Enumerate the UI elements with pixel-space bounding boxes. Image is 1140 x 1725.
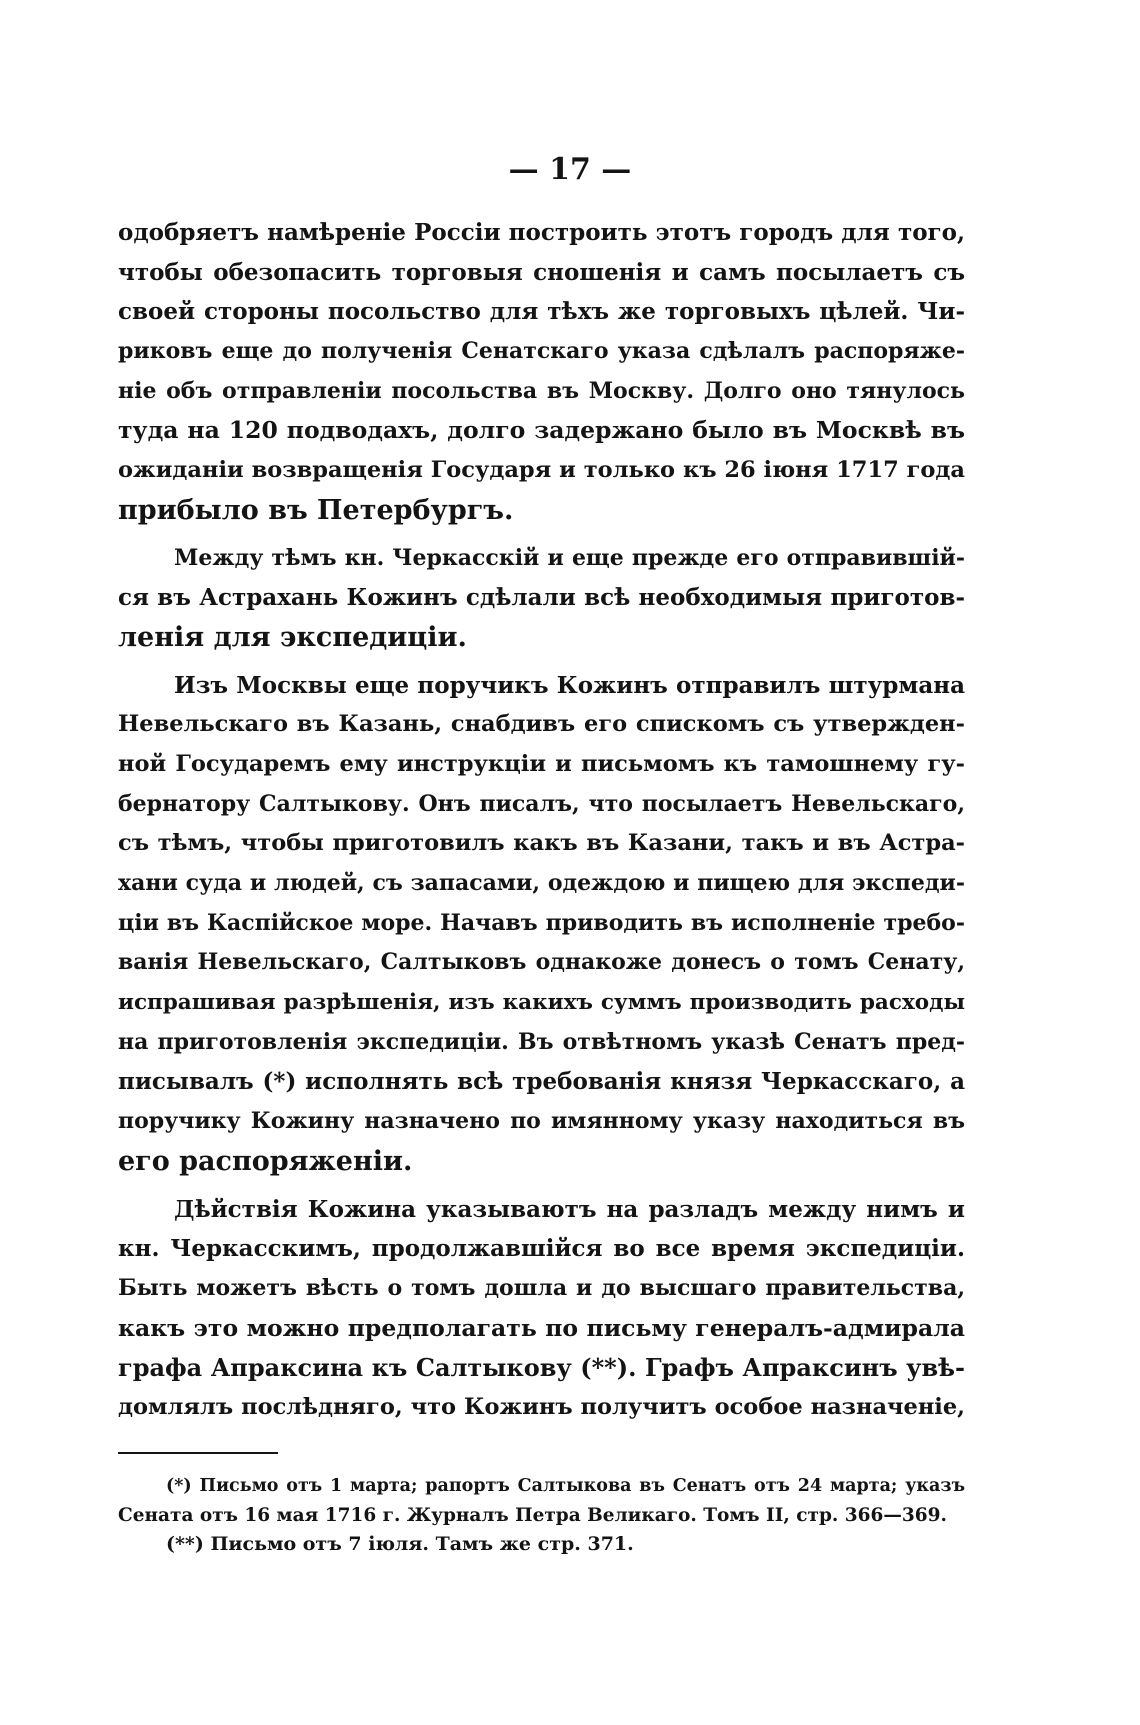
text-line: домлялъ послѣдняго, что Кожинъ получитъ особое назначеніе, xyxy=(118,1393,965,1420)
text-line: ціи въ Каспійское море. Начавъ приводить въ исполненіе требо- xyxy=(118,909,965,936)
footnote-line: (**) Письмо отъ 7 іюля. Тамъ же стр. 371. xyxy=(166,1533,634,1555)
text-line: хани суда и людей, съ запасами, одеждою и пищею для экспеди- xyxy=(118,870,965,896)
text-line: ной Государемъ ему инструкціи и письмомъ къ тамошнему гу- xyxy=(118,750,965,777)
text-line: ленія для экспедиціи. xyxy=(118,621,467,653)
page-number: — 17 — xyxy=(508,152,632,187)
text-line: Между тѣмъ кн. Черкасскій и еще прежде его отправившій- xyxy=(174,544,965,571)
text-line: одобряетъ намѣреніе Россіи построить этотъ городъ для того, xyxy=(118,219,965,246)
text-line: ніе объ отправленіи посольства въ Москву. Долго оно тянулось xyxy=(118,377,965,404)
text-line: Изъ Москвы еще поручикъ Кожинъ отправилъ штурмана xyxy=(174,671,965,699)
paragraph-2 xyxy=(118,539,965,658)
paragraph-4 xyxy=(118,1190,965,1428)
paragraph-3 xyxy=(118,666,965,1182)
text-line: графа Апраксина къ Салтыкову (**). Графъ Апраксинъ увѣ- xyxy=(118,1353,965,1383)
footnote-1 xyxy=(118,1472,965,1530)
text-line: туда на 120 подводахъ, долго задержано было въ Москвѣ въ xyxy=(118,416,965,445)
text-line: его распоряженіи. xyxy=(118,1145,413,1177)
text-line: ся въ Астрахань Кожинъ сдѣлали всѣ необходимыя приготов- xyxy=(118,584,965,612)
footnote-line: Сената отъ 16 мая 1716 г. Журналъ Петра Великаго. Томъ II, стр. 366—369. xyxy=(118,1505,947,1526)
text-line: Невельскаго въ Казань, снабдивъ его спискомъ съ утвержден- xyxy=(118,711,965,738)
footnotes xyxy=(118,1472,965,1559)
text-line: Быть можетъ вѣсть о томъ дошла и до высшаго правительства, xyxy=(118,1274,965,1301)
text-line: поручику Кожину назначено по имянному указу находиться въ xyxy=(118,1108,965,1135)
text-line: бернатору Салтыкову. Онъ писалъ, что посылаетъ Невельскаго, xyxy=(118,790,965,817)
text-line: ванія Невельскаго, Салтыковъ однакоже донесъ о томъ Сенату, xyxy=(118,949,965,976)
text-line: кн. Черкасскимъ, продолжавшійся во все время экспедиціи. xyxy=(118,1235,965,1263)
footnote-line: (*) Письмо отъ 1 марта; рапортъ Салтыкова въ Сенатъ отъ 24 марта; указъ xyxy=(166,1476,965,1496)
text-line: прибыло въ Петербургъ. xyxy=(118,494,514,526)
body-text xyxy=(118,213,965,1428)
text-line: писывалъ (*) исполнять всѣ требованія князя Черкасскаго, а xyxy=(118,1068,965,1096)
paragraph-1 xyxy=(118,213,965,531)
text-line: какъ это можно предполагать по письму генералъ-адмирала xyxy=(118,1313,965,1342)
text-line: чтобы обезопасить торговыя сношенія и самъ посылаетъ съ xyxy=(118,258,965,286)
footnote-divider xyxy=(118,1452,278,1454)
text-line: на приготовленія экспедиціи. Въ отвѣтномъ указѣ Сенатъ пред- xyxy=(118,1028,965,1055)
text-line: своей стороны посольство для тѣхъ же торговыхъ цѣлей. Чи- xyxy=(118,298,965,326)
text-line: съ тѣмъ, чтобы приготовилъ какъ въ Казани, такъ и въ Астра- xyxy=(118,830,965,857)
text-line: Дѣйствія Кожина указываютъ на разладъ между нимъ и xyxy=(174,1195,965,1223)
text-line: риковъ еще до полученія Сенатскаго указа сдѣлалъ распоряже- xyxy=(118,338,965,365)
footnote-2 xyxy=(118,1530,965,1559)
text-line: испрашивая разрѣшенія, изъ какихъ суммъ производить расходы xyxy=(118,990,965,1016)
text-line: ожиданіи возвращенія Государя и только къ 26 іюня 1717 года xyxy=(118,457,965,484)
